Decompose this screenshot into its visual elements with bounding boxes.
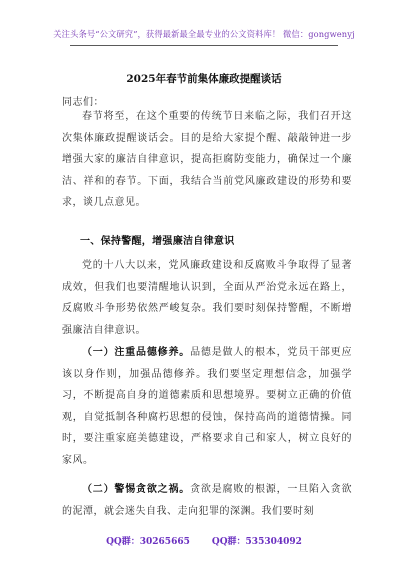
header-divider [70, 45, 338, 46]
document-title: 2025年春节前集体廉政提醒谈话 [126, 73, 282, 85]
header-promo-note: 关注头条号“公文研究”，获得最新最全最专业的公文资料库！ 微信：gongwenyj [53, 29, 355, 39]
subsection-1-lead: （一）注重品德修养。 [82, 347, 191, 358]
subsection-2-text: 贪欲是腐败的根源，一旦陷入贪欲的泥潭，就会迷失自我、走向犯罪的深渊。我们要时刻 [62, 484, 352, 517]
subsection-2-paragraph [62, 479, 352, 522]
footer-contact [0, 534, 408, 547]
section-1-paragraph: 党的十八大以来，党风廉政建设和反腐败斗争取得了显著成效，但我们也要清醒地认识到，全面从严治党永远在路上，反腐败斗争形势依然严峻复杂。我们要时刻保持警醒，不断增强廉洁自律意识。 [62, 260, 352, 336]
salutation: 同志们： [62, 97, 104, 108]
intro-paragraph: 春节将至，在这个重要的传统节日来临之际，我们召开这次集体廉政提醒谈话会。目的是给大家提个醒、敲敲钟进一步增强大家的廉洁自律意识，提高拒腐防变能力，确保过一个廉洁、祥和的春节。下面，我结合当前党风廉政建设的形势和要求，谈几点意见。 [62, 111, 352, 208]
subsection-1-paragraph [62, 342, 352, 471]
footer-qq-group-1: QQ群：30265665 [106, 537, 190, 547]
footer-qq-group-2: QQ群：535304092 [211, 537, 302, 547]
subsection-1-text: 品德是做人的根本，党员干部更应该以身作则，加强品德修养。我们要坚定理想信念，加强学习，不断提高自身的道德素质和思想境界。要树立正确的价值观，自觉抵制各种腐朽思想的侵蚀，保持高尚的道德情操。同时，要注重家庭美德建设，严格要求自己和家人，树立良好的家风。 [62, 347, 352, 466]
subsection-2-lead: （二）警惕贪欲之祸。 [82, 484, 191, 495]
section-heading-1: 一、保持警醒，增强廉洁自律意识 [80, 236, 235, 247]
